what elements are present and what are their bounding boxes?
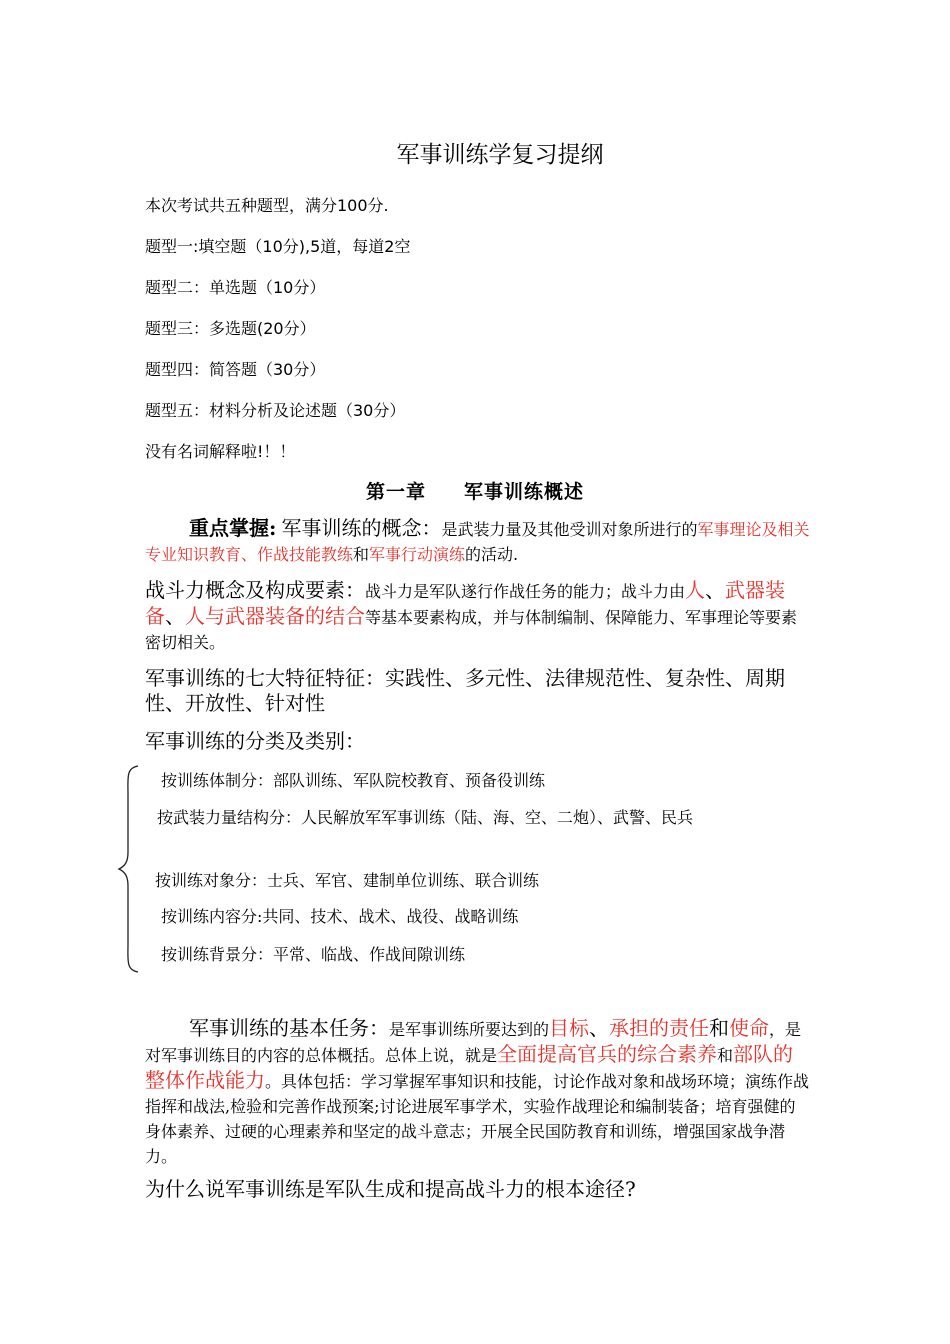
classification-item: 按训练体制分：部队训练、军队院校教育、预备役训练 — [161, 771, 546, 790]
basic-task-text: 是军事训练所要达到的 — [389, 1020, 550, 1039]
highlight-text: 使命 — [729, 1016, 770, 1040]
highlight-text: 人与武器装备的结合 — [185, 604, 365, 628]
exam-info-line: 题型四：简答题（30分） — [145, 360, 326, 379]
basic-task-paragraph — [145, 1016, 810, 1169]
concept-text: 的活动. — [465, 545, 519, 564]
separator: 、 — [589, 1016, 610, 1040]
highlight-text: 军事行动演练 — [369, 545, 466, 564]
highlight-text: 武器装备 — [145, 578, 786, 628]
combat-power-text: 战斗力是军队遂行作战任务的能力；战斗力由 — [365, 582, 686, 601]
highlight-text: 目标 — [549, 1016, 590, 1040]
concept-text: 是武装力量及其他受训对象所进行的 — [441, 520, 698, 539]
exam-info-line: 本次考试共五种题型，满分100分. — [145, 196, 389, 215]
exam-info-line: 题型二：单选题（10分） — [145, 278, 326, 297]
concept-term: 军事训练的概念： — [281, 516, 442, 540]
focus-label: 重点掌握: — [189, 516, 277, 540]
basic-task-text: 。具体包括：学习掌握军事知识和技能，讨论作战对象和战场环境；演练作战指挥和战法,检验和完善作战预案;讨论进展军事学术，实验作战理论和编制装备；培育强健的身体素养、过硬的心理素养和坚定的战斗意志；开展全民国防教育和训练，增强国家战争潜力。 — [145, 1072, 810, 1166]
highlight-text: 承担的责任 — [609, 1016, 710, 1040]
concept-text: 和 — [353, 545, 370, 564]
basic-task-text: 和 — [709, 1016, 730, 1040]
classification-heading: 军事训练的分类及类别： — [145, 729, 365, 753]
separator: 、 — [705, 578, 726, 602]
highlight-text: 人 — [685, 578, 706, 602]
highlight-text: 军事理论及相关专业知识教育、作战技能教练 — [145, 520, 810, 564]
exam-info-line: 题型三：多选题(20分） — [145, 319, 316, 338]
combat-power-paragraph — [145, 578, 810, 655]
highlight-text: 全面提高官兵的综合素养 — [497, 1042, 718, 1066]
exam-info-line: 题型五：材料分析及论述题（30分） — [145, 401, 406, 420]
basic-task-term: 军事训练的基本任务： — [189, 1016, 389, 1040]
classification-item: 按武装力量结构分：人民解放军军事训练（陆、海、空、二炮）、武警、民兵 — [157, 808, 694, 827]
highlight-text: 部队的整体作战能力 — [145, 1042, 794, 1092]
left-brace-icon — [116, 764, 142, 974]
classification-item: 按训练对象分：士兵、军官、建制单位训练、联合训练 — [155, 871, 540, 890]
document-title: 军事训练学复习提纲 — [396, 142, 604, 168]
combat-power-text: 等基本要素构成，并与体制编制、保障能力、军事理论等要素密切相关。 — [145, 608, 798, 652]
classification-item: 按训练内容分:共同、技术、战术、战役、战略训练 — [161, 907, 519, 926]
review-question: 为什么说军事训练是军队生成和提高战斗力的根本途径? — [145, 1177, 636, 1201]
features-paragraph: 军事训练的七大特征特征：实践性、多元性、法律规范性、复杂性、周期性、开放性、针对性 — [145, 666, 785, 715]
chapter-heading — [0, 477, 950, 504]
classification-item: 按训练背景分：平常、临战、作战间隙训练 — [161, 945, 466, 964]
exam-info-line: 题型一:填空题（10分),5道，每道2空 — [145, 237, 411, 256]
separator: 、 — [165, 604, 185, 628]
basic-task-text: 和 — [717, 1046, 734, 1065]
concept-paragraph — [145, 516, 810, 567]
chapter-number: 第一章 — [365, 481, 426, 503]
combat-power-term: 战斗力概念及构成要素： — [145, 578, 365, 602]
chapter-name: 军事训练概述 — [464, 481, 585, 503]
basic-task-text: ，是对军事训练目的内容的总体概括。总体上说，就是 — [145, 1020, 802, 1065]
exam-info-line: 没有名词解释啦!！！ — [145, 442, 296, 461]
